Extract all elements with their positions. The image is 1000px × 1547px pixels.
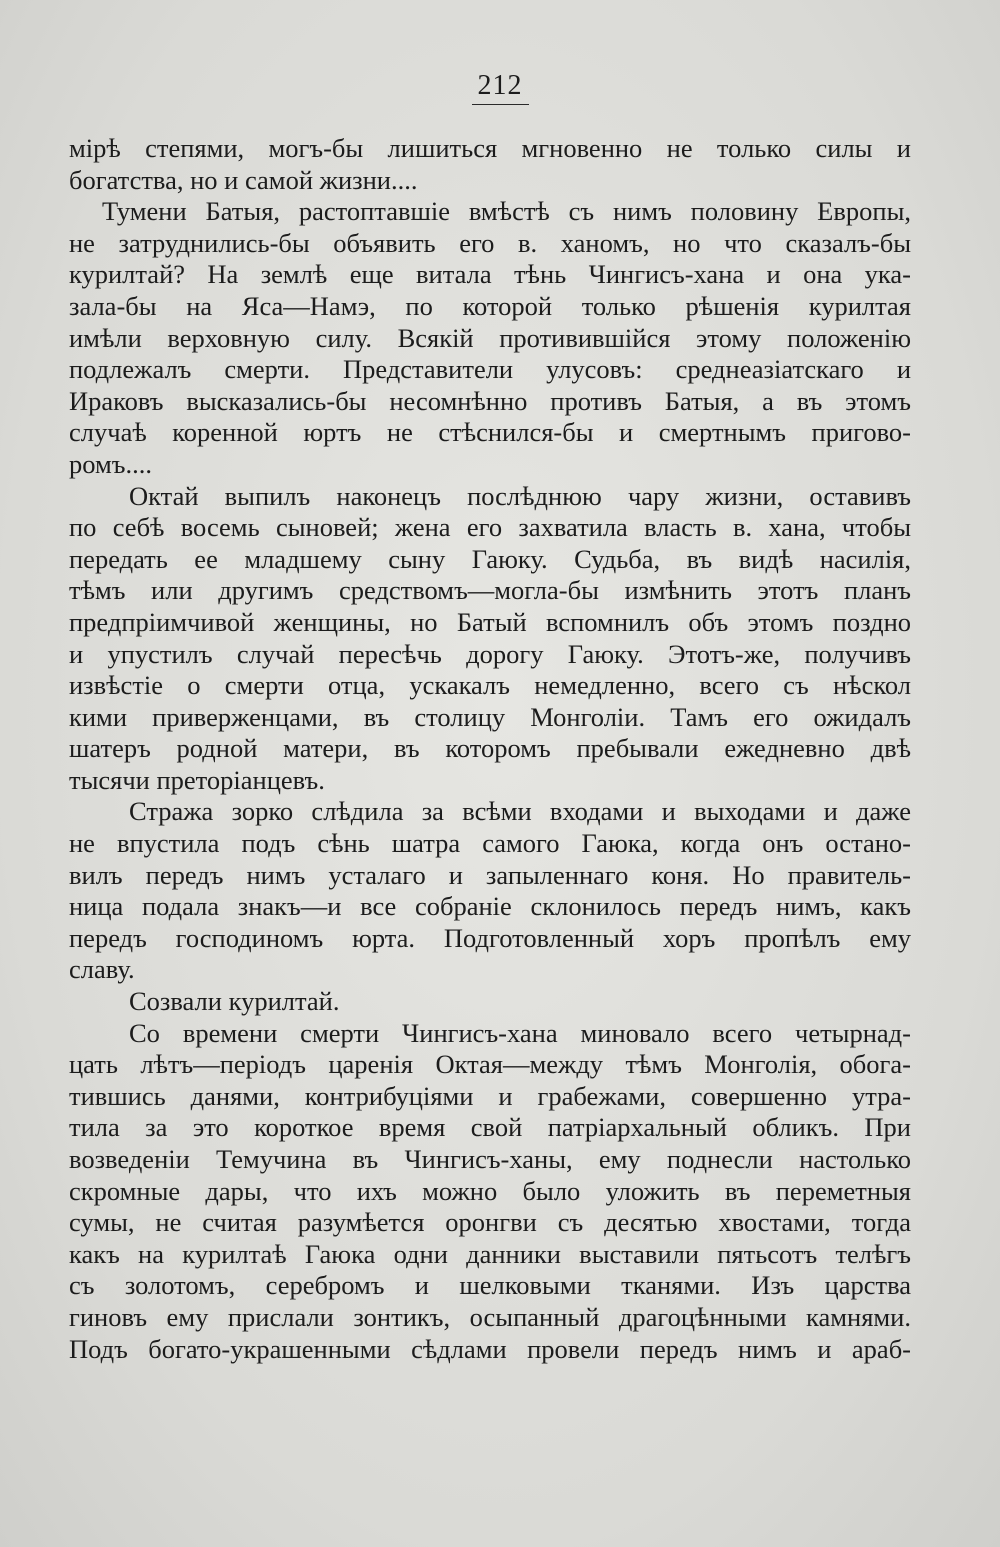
paragraph-first-line: Стража зорко слѣдила за всѣми входами и выходами и даже [129,796,911,827]
text-line: тила за это короткое время свой патріархальный обликъ. При [69,1112,911,1143]
text-line: цать лѣтъ—періодъ царенія Октая—между тѣмъ Монголія, обога- [69,1049,911,1080]
text-line: шатеръ родной матери, въ которомъ пребывали ежедневно двѣ [69,733,911,764]
text-line: Подъ богато-украшенными сѣдлами провели передъ нимъ и араб- [69,1333,911,1364]
text-line: случаѣ коренной юртъ не стѣснился-бы и смертнымъ пригово- [69,417,911,448]
text-line: по себѣ восемь сыновей; жена его захватила власть в. хана, чтобы [69,512,911,543]
text-line: курилтай? На землѣ еще витала тѣнь Чингисъ-хана и она ука- [69,259,911,290]
page-number [0,70,1000,105]
text-line: подлежалъ смерти. Представители улусовъ: среднеазіатскаго и [69,354,911,385]
text-line: передъ господиномъ юрта. Подготовленный хоръ пропѣлъ ему [69,922,911,953]
text-line: мірѣ степями, могъ-бы лишиться мгновенно не только силы и [69,133,911,163]
text-line: не впустила подъ сѣнь шатра самого Гаюка, когда онъ остано- [69,828,911,859]
text-line: скромные дары, что ихъ можно было уложить въ переметныя [69,1175,911,1206]
text-line: вилъ передъ нимъ усталаго и запыленнаго коня. Но правитель- [69,859,911,890]
text-line: ромъ.... [69,448,152,479]
text-line: передать ее младшему сыну Гаюку. Судьба, въ видѣ насилія, [69,543,911,574]
text-line: не затруднились-бы объявить его в. ханомъ, но что сказалъ-бы [69,227,911,258]
text-line: тысячи преторіанцевъ. [69,764,325,795]
text-line: возведеніи Темучина въ Чингисъ-ханы, ему поднесли настолько [69,1144,911,1174]
text-line: Ираковъ высказались-бы несомнѣнно противъ Батыя, а въ этомъ [69,385,911,416]
text-line: тѣмъ или другимъ средствомъ—могла-бы измѣнить этотъ планъ [69,575,911,606]
text-line: какъ на курилтаѣ Гаюка одни данники выставили пятьсотъ телѣгъ [69,1238,911,1269]
body-text [69,133,911,1365]
text-line: богатства, но и самой жизни.... [69,164,418,195]
paragraph-first-line: Созвали курилтай. [129,986,340,1017]
paragraph-first-line: Октай выпилъ наконецъ послѣднюю чару жизни, оставивъ [129,480,911,511]
text-line: ница подала знакъ—и все собраніе склонилось передъ нимъ, какъ [69,891,911,922]
text-line: славу. [69,954,135,985]
text-line: зала-бы на Яса—Намэ, по которой только рѣшенія курилтая [69,290,911,321]
paragraph-first-line: Тумени Батыя, растоптавшіе вмѣстѣ съ нимъ половину Европы, [102,196,911,227]
text-line: и упустилъ случай пересѣчь дорогу Гаюку. Этотъ-же, получивъ [69,638,911,669]
text-line: сумы, не считая разумѣется оронгви съ десятью хвостами, тогда [69,1207,911,1238]
text-line: извѣстіе о смерти отца, ускакалъ немедленно, всего съ нѣскол [69,670,911,701]
text-line: съ золотомъ, серебромъ и шелковыми тканями. Изъ царства [69,1270,911,1301]
paragraph-first-line: Со времени смерти Чингисъ-хана миновало всего четырнад- [129,1017,911,1048]
page-number-text: 212 [472,70,529,105]
text-line: имѣли верховную силу. Всякій противившійся этому положенію [69,322,911,353]
text-line: предпріимчивой женщины, но Батый вспомнилъ объ этомъ поздно [69,606,911,637]
text-line: кими приверженцами, въ столицу Монголіи. Тамъ его ожидалъ [69,701,911,732]
text-line: гиновъ ему прислали зонтикъ, осыпанный драгоцѣнными камнями. [69,1301,911,1332]
text-line: тившись данями, контрибуціями и грабежами, совершенно утра- [69,1080,911,1111]
